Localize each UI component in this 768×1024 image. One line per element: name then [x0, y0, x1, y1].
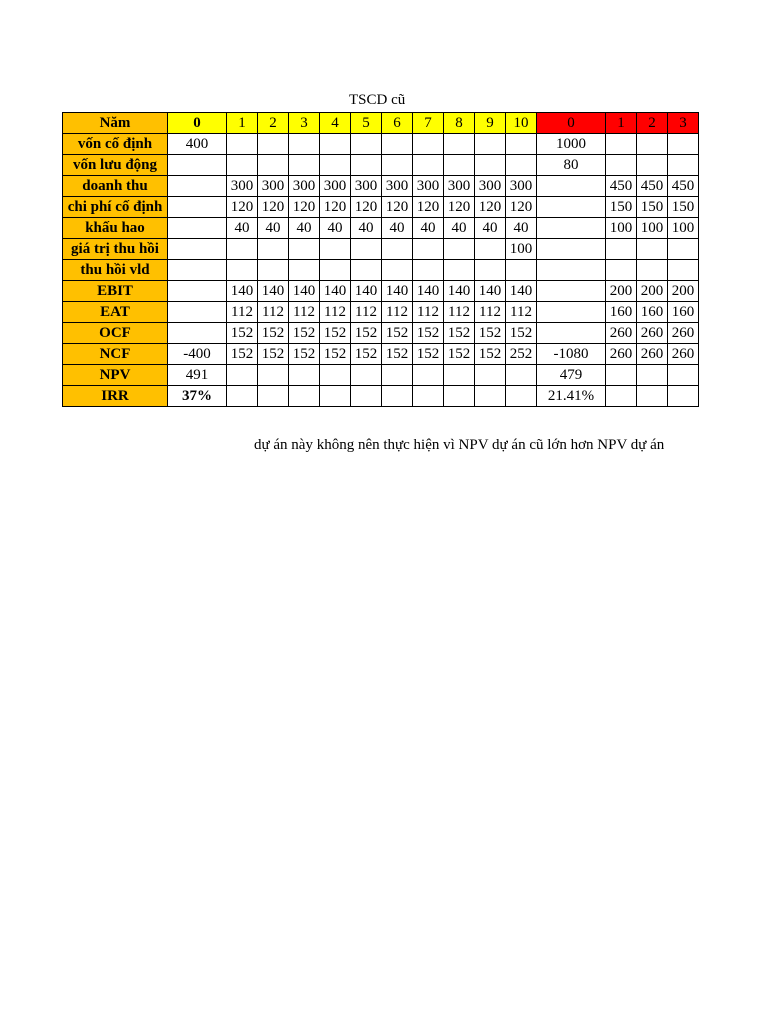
- table-cell[interactable]: [413, 386, 444, 407]
- table-cell[interactable]: [227, 239, 258, 260]
- table-cell[interactable]: [506, 134, 537, 155]
- table-cell[interactable]: [637, 386, 668, 407]
- table-cell[interactable]: 450: [668, 176, 699, 197]
- table-row: [63, 134, 699, 155]
- row-label: vốn lưu động: [63, 155, 168, 176]
- table-row: [63, 386, 699, 407]
- table-cell[interactable]: [289, 260, 320, 281]
- table-cell[interactable]: 260: [606, 344, 637, 365]
- table-cell[interactable]: 140: [227, 281, 258, 302]
- table-cell[interactable]: 152: [258, 323, 289, 344]
- table-row: [63, 218, 699, 239]
- table-cell[interactable]: [382, 260, 413, 281]
- table-cell[interactable]: 120: [320, 197, 351, 218]
- table-cell[interactable]: [413, 260, 444, 281]
- table-cell[interactable]: 152: [351, 344, 382, 365]
- table-cell[interactable]: 300: [351, 176, 382, 197]
- table-cell[interactable]: [606, 260, 637, 281]
- table-cell[interactable]: 140: [444, 281, 475, 302]
- table-cell[interactable]: [637, 260, 668, 281]
- table-cell[interactable]: 260: [606, 323, 637, 344]
- table-cell[interactable]: 491: [168, 365, 227, 386]
- table-cell[interactable]: [168, 239, 227, 260]
- table-cell[interactable]: [227, 260, 258, 281]
- table-cell[interactable]: 300: [320, 176, 351, 197]
- table-cell[interactable]: 152: [320, 344, 351, 365]
- table-cell[interactable]: [637, 155, 668, 176]
- conclusion-text: dự án này không nên thực hiện vì NPV dự án cũ lớn hơn NPV dự án: [254, 437, 665, 453]
- table-cell[interactable]: 40: [382, 218, 413, 239]
- table-cell[interactable]: 160: [606, 302, 637, 323]
- year-header-old: 8: [444, 113, 475, 134]
- table-cell[interactable]: [351, 386, 382, 407]
- table-cell[interactable]: [351, 239, 382, 260]
- table-cell[interactable]: 40: [506, 218, 537, 239]
- table-cell[interactable]: [289, 386, 320, 407]
- table-cell[interactable]: [320, 260, 351, 281]
- table-cell[interactable]: 112: [444, 302, 475, 323]
- table-cell[interactable]: [168, 197, 227, 218]
- table-cell[interactable]: [382, 134, 413, 155]
- year-header-old: 10: [506, 113, 537, 134]
- table-cell[interactable]: 479: [537, 365, 606, 386]
- table-cell[interactable]: [168, 176, 227, 197]
- table-cell[interactable]: [506, 386, 537, 407]
- table-cell[interactable]: [606, 239, 637, 260]
- table-cell[interactable]: [168, 260, 227, 281]
- table-cell[interactable]: 112: [351, 302, 382, 323]
- table-cell[interactable]: [668, 386, 699, 407]
- table-cell[interactable]: 40: [289, 218, 320, 239]
- year-header-old: 4: [320, 113, 351, 134]
- table-cell[interactable]: 100: [606, 218, 637, 239]
- table-cell[interactable]: 140: [289, 281, 320, 302]
- table-cell[interactable]: [382, 155, 413, 176]
- table-cell[interactable]: [444, 239, 475, 260]
- table-cell[interactable]: [668, 260, 699, 281]
- table-cell[interactable]: 300: [227, 176, 258, 197]
- year-header-old: 2: [258, 113, 289, 134]
- table-cell[interactable]: [413, 155, 444, 176]
- table-cell[interactable]: 300: [289, 176, 320, 197]
- table-row: [63, 344, 699, 365]
- year-header-label: Năm: [63, 113, 168, 134]
- table-cell[interactable]: [351, 134, 382, 155]
- table-cell[interactable]: 140: [382, 281, 413, 302]
- table-cell[interactable]: 40: [227, 218, 258, 239]
- table-cell[interactable]: [637, 365, 668, 386]
- table-cell[interactable]: 112: [413, 302, 444, 323]
- table-row: [63, 260, 699, 281]
- table-cell[interactable]: 140: [320, 281, 351, 302]
- table-cell[interactable]: 200: [637, 281, 668, 302]
- table-cell[interactable]: 160: [668, 302, 699, 323]
- row-label: chi phí cố định: [63, 197, 168, 218]
- table-cell[interactable]: 152: [258, 344, 289, 365]
- table-cell[interactable]: 112: [506, 302, 537, 323]
- table-cell[interactable]: 140: [475, 281, 506, 302]
- table-cell[interactable]: [506, 260, 537, 281]
- table-cell[interactable]: [382, 239, 413, 260]
- table-cell[interactable]: [668, 155, 699, 176]
- table-cell[interactable]: [475, 155, 506, 176]
- row-label: OCF: [63, 323, 168, 344]
- table-cell[interactable]: [606, 155, 637, 176]
- table-cell[interactable]: 152: [382, 323, 413, 344]
- table-cell[interactable]: 120: [382, 197, 413, 218]
- table-cell[interactable]: [351, 365, 382, 386]
- table-cell[interactable]: 152: [289, 344, 320, 365]
- table-cell[interactable]: [168, 323, 227, 344]
- table-row: [63, 302, 699, 323]
- table-cell[interactable]: 120: [475, 197, 506, 218]
- table-cell[interactable]: 112: [320, 302, 351, 323]
- year-header-old: 7: [413, 113, 444, 134]
- row-label: vốn cố định: [63, 134, 168, 155]
- project-table: [62, 112, 699, 407]
- table-cell[interactable]: 300: [382, 176, 413, 197]
- table-body: [63, 113, 699, 407]
- table-cell[interactable]: 260: [637, 344, 668, 365]
- table-cell[interactable]: 112: [382, 302, 413, 323]
- year-header-old: 9: [475, 113, 506, 134]
- table-cell[interactable]: 140: [258, 281, 289, 302]
- table-cell[interactable]: [475, 239, 506, 260]
- table-cell[interactable]: 152: [413, 344, 444, 365]
- table-cell[interactable]: [289, 134, 320, 155]
- table-cell[interactable]: 450: [637, 176, 668, 197]
- table-cell[interactable]: 40: [351, 218, 382, 239]
- table-cell[interactable]: [320, 239, 351, 260]
- table-cell[interactable]: 200: [606, 281, 637, 302]
- table-cell[interactable]: [506, 155, 537, 176]
- table-cell[interactable]: 40: [444, 218, 475, 239]
- table-cell[interactable]: [606, 365, 637, 386]
- table-cell[interactable]: [382, 386, 413, 407]
- table-cell[interactable]: 152: [475, 344, 506, 365]
- table-cell[interactable]: [320, 365, 351, 386]
- table-cell[interactable]: 112: [475, 302, 506, 323]
- table-cell[interactable]: [258, 239, 289, 260]
- table-cell[interactable]: 160: [637, 302, 668, 323]
- table-cell[interactable]: [227, 134, 258, 155]
- table-cell[interactable]: 120: [413, 197, 444, 218]
- table-cell[interactable]: 37%: [168, 386, 227, 407]
- table-cell[interactable]: 112: [258, 302, 289, 323]
- table-cell[interactable]: [258, 365, 289, 386]
- table-cell[interactable]: 450: [606, 176, 637, 197]
- table-cell[interactable]: [537, 323, 606, 344]
- table-cell[interactable]: 400: [168, 134, 227, 155]
- row-label: EAT: [63, 302, 168, 323]
- row-label: EBIT: [63, 281, 168, 302]
- table-cell[interactable]: [382, 365, 413, 386]
- table-cell[interactable]: [506, 365, 537, 386]
- table-cell[interactable]: [537, 197, 606, 218]
- table-cell[interactable]: 152: [227, 323, 258, 344]
- row-label: khấu hao: [63, 218, 168, 239]
- year-header-new: 3: [668, 113, 699, 134]
- table-cell[interactable]: [351, 155, 382, 176]
- table-cell[interactable]: [351, 260, 382, 281]
- table-cell[interactable]: 1000: [537, 134, 606, 155]
- year-header-old: 6: [382, 113, 413, 134]
- table-cell[interactable]: [537, 260, 606, 281]
- table-cell[interactable]: 152: [413, 323, 444, 344]
- table-cell[interactable]: 140: [413, 281, 444, 302]
- year-header-new: 1: [606, 113, 637, 134]
- table-cell[interactable]: [537, 281, 606, 302]
- table-cell[interactable]: 120: [227, 197, 258, 218]
- table-cell[interactable]: 300: [506, 176, 537, 197]
- table-cell[interactable]: 100: [668, 218, 699, 239]
- table-cell[interactable]: [413, 134, 444, 155]
- table-row: [63, 281, 699, 302]
- table-row: [63, 176, 699, 197]
- year-header-old: 0: [168, 113, 227, 134]
- table-cell[interactable]: [537, 176, 606, 197]
- table-cell[interactable]: [668, 134, 699, 155]
- table-cell[interactable]: [413, 239, 444, 260]
- table-cell[interactable]: [637, 239, 668, 260]
- table-row: [63, 155, 699, 176]
- row-label: NCF: [63, 344, 168, 365]
- table-cell[interactable]: [227, 386, 258, 407]
- table-cell[interactable]: [289, 365, 320, 386]
- table-cell[interactable]: [168, 218, 227, 239]
- table-cell[interactable]: 112: [227, 302, 258, 323]
- table-cell[interactable]: 152: [444, 323, 475, 344]
- table-cell[interactable]: [668, 239, 699, 260]
- table-cell[interactable]: 152: [227, 344, 258, 365]
- table-cell[interactable]: 100: [637, 218, 668, 239]
- table-cell[interactable]: 120: [289, 197, 320, 218]
- table-cell[interactable]: 300: [475, 176, 506, 197]
- row-label: NPV: [63, 365, 168, 386]
- row-label: IRR: [63, 386, 168, 407]
- table-cell[interactable]: 152: [289, 323, 320, 344]
- table-cell[interactable]: 112: [289, 302, 320, 323]
- table-cell[interactable]: [258, 155, 289, 176]
- table-cell[interactable]: 260: [637, 323, 668, 344]
- row-label: thu hồi vld: [63, 260, 168, 281]
- table-cell[interactable]: [475, 134, 506, 155]
- table-cell[interactable]: 300: [413, 176, 444, 197]
- table-cell[interactable]: [444, 365, 475, 386]
- table-cell[interactable]: -1080: [537, 344, 606, 365]
- table-cell[interactable]: 40: [320, 218, 351, 239]
- table-cell[interactable]: [475, 260, 506, 281]
- table-cell[interactable]: [537, 239, 606, 260]
- table-cell[interactable]: 120: [506, 197, 537, 218]
- table-cell[interactable]: 152: [382, 344, 413, 365]
- table-cell[interactable]: [227, 155, 258, 176]
- table-cell[interactable]: 300: [258, 176, 289, 197]
- table-row: [63, 323, 699, 344]
- table-cell[interactable]: [413, 365, 444, 386]
- table-cell[interactable]: 152: [444, 344, 475, 365]
- table-cell[interactable]: 120: [444, 197, 475, 218]
- table-row: [63, 197, 699, 218]
- header-row: [63, 113, 699, 134]
- table-cell[interactable]: [606, 134, 637, 155]
- table-cell[interactable]: [227, 365, 258, 386]
- table-cell[interactable]: 21.41%: [537, 386, 606, 407]
- table-cell[interactable]: 260: [668, 323, 699, 344]
- table-row: [63, 365, 699, 386]
- table-cell[interactable]: 152: [506, 323, 537, 344]
- table-cell[interactable]: [320, 386, 351, 407]
- year-header-old: 5: [351, 113, 382, 134]
- table-cell[interactable]: 252: [506, 344, 537, 365]
- table-cell[interactable]: 40: [475, 218, 506, 239]
- table-cell[interactable]: [258, 134, 289, 155]
- table-cell[interactable]: 150: [637, 197, 668, 218]
- table-row: [63, 239, 699, 260]
- table-cell[interactable]: 152: [351, 323, 382, 344]
- table-cell[interactable]: 120: [351, 197, 382, 218]
- table-cell[interactable]: [168, 155, 227, 176]
- year-header-old: 1: [227, 113, 258, 134]
- table-cell[interactable]: 200: [668, 281, 699, 302]
- table-cell[interactable]: [258, 260, 289, 281]
- table-cell[interactable]: [537, 218, 606, 239]
- table-cell[interactable]: [444, 155, 475, 176]
- table-cell[interactable]: [444, 260, 475, 281]
- table-cell[interactable]: [168, 281, 227, 302]
- table-cell[interactable]: 260: [668, 344, 699, 365]
- table-cell[interactable]: [606, 386, 637, 407]
- table-cell[interactable]: -400: [168, 344, 227, 365]
- table-cell[interactable]: [168, 302, 227, 323]
- table-cell[interactable]: [537, 302, 606, 323]
- table-cell[interactable]: 40: [413, 218, 444, 239]
- table-cell[interactable]: 150: [668, 197, 699, 218]
- row-label: giá trị thu hồi: [63, 239, 168, 260]
- sheet-title: TSCD cũ: [349, 92, 406, 108]
- table-cell[interactable]: 100: [506, 239, 537, 260]
- year-header-old: 3: [289, 113, 320, 134]
- table-cell[interactable]: [444, 386, 475, 407]
- row-label: doanh thu: [63, 176, 168, 197]
- table-cell[interactable]: 150: [606, 197, 637, 218]
- table-cell[interactable]: [637, 134, 668, 155]
- table-cell[interactable]: 152: [475, 323, 506, 344]
- table-cell[interactable]: 152: [320, 323, 351, 344]
- table-cell[interactable]: [258, 386, 289, 407]
- table-cell[interactable]: 80: [537, 155, 606, 176]
- table-cell[interactable]: 140: [351, 281, 382, 302]
- table-cell[interactable]: [289, 155, 320, 176]
- year-header-new: 2: [637, 113, 668, 134]
- table-cell[interactable]: [475, 386, 506, 407]
- table-cell[interactable]: 40: [258, 218, 289, 239]
- table-cell[interactable]: [289, 239, 320, 260]
- table-cell[interactable]: [320, 134, 351, 155]
- table-cell[interactable]: 120: [258, 197, 289, 218]
- year-header-new: 0: [537, 113, 606, 134]
- table-cell[interactable]: [475, 365, 506, 386]
- table-cell[interactable]: [668, 365, 699, 386]
- table-cell[interactable]: 140: [506, 281, 537, 302]
- table-cell[interactable]: [320, 155, 351, 176]
- table-cell[interactable]: [444, 134, 475, 155]
- table-cell[interactable]: 300: [444, 176, 475, 197]
